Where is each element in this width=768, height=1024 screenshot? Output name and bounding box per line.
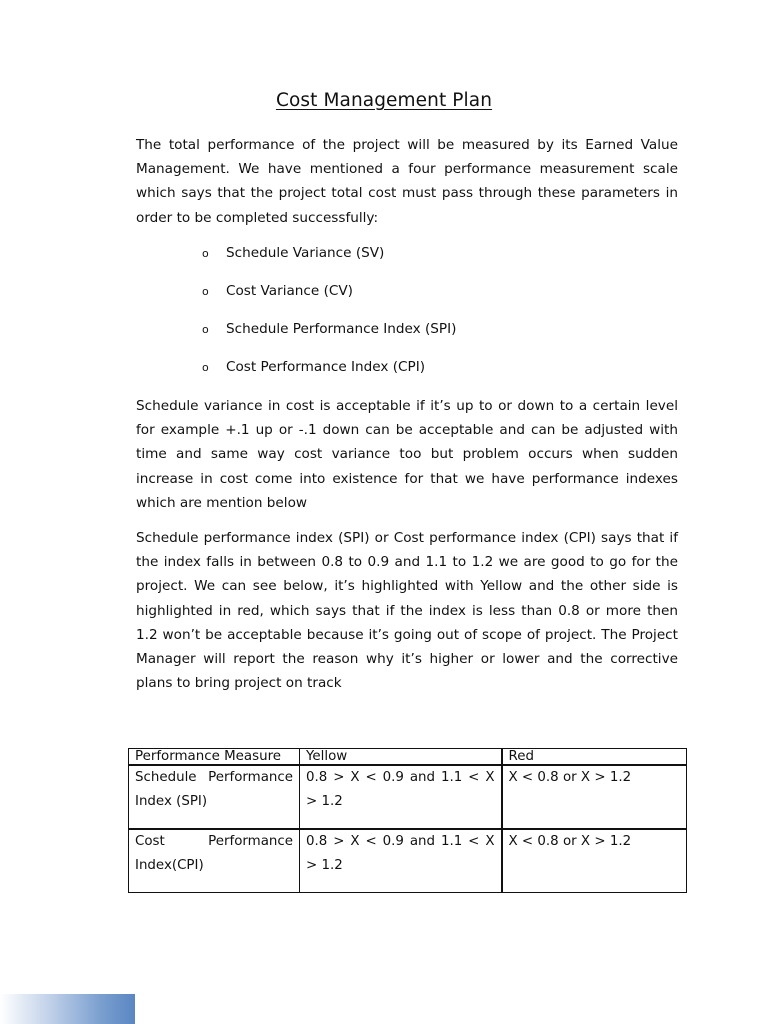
table-cell-measure: Cost Performance Index(CPI) xyxy=(129,829,300,893)
page-title: Cost Management Plan xyxy=(275,90,493,111)
table-cell-yellow: 0.8 > X < 0.9 and 1.1 < X > 1.2 xyxy=(300,829,502,893)
bullet-marker-icon: o xyxy=(202,361,209,374)
table-header-cell: Performance Measure xyxy=(129,749,300,766)
list-item xyxy=(0,317,768,355)
table-cell-red: X < 0.8 or X > 1.2 xyxy=(502,829,687,893)
table-row xyxy=(129,765,687,829)
bullet-text: Schedule Variance (SV) xyxy=(226,245,385,261)
list-item xyxy=(0,279,768,317)
table-row xyxy=(129,829,687,893)
performance-index-paragraph: Schedule performance index (SPI) or Cost performance index (CPI) says that if the index falls in between 0.8 to 0.9 and 1.1 to 1.2 we are good to go for the project. We can see below, it’s highlighted with Yellow and the other side is highlighted in red, which says that if the index is less than 0.8 or more then 1.2 won’t be acceptable because it’s going out of scope of project. The Project Manager will report the reason why it’s higher or lower and the corrective plans to bring project on track xyxy=(136,530,678,692)
bullet-marker-icon: o xyxy=(202,247,209,260)
bullet-text: Cost Performance Index (CPI) xyxy=(226,359,426,375)
table-header-cell: Yellow xyxy=(300,749,502,766)
footer-decoration-bar xyxy=(0,994,135,1024)
schedule-variance-paragraph: Schedule variance in cost is acceptable if it’s up to or down to a certain level for example +.1 up or -.1 down can be acceptable and can be adjusted with time and same way cost variance too but problem occurs when sudden increase in cost come into existence for that we have performance indexes which are mention below xyxy=(136,398,678,511)
bullet-text: Cost Variance (CV) xyxy=(226,283,353,299)
table-cell-yellow: 0.8 > X < 0.9 and 1.1 < X > 1.2 xyxy=(300,765,502,829)
list-item xyxy=(0,241,768,279)
performance-table xyxy=(128,748,687,893)
intro-paragraph: The total performance of the project will be measured by its Earned Value Management. We have mentioned a four performance measurement scale which says that the project total cost must pass through these parameters in order to be completed successfully: xyxy=(136,137,678,226)
bullet-text: Schedule Performance Index (SPI) xyxy=(226,321,457,337)
table-cell-measure: Schedule Performance Index (SPI) xyxy=(129,765,300,829)
table-cell-red: X < 0.8 or X > 1.2 xyxy=(502,765,687,829)
list-item xyxy=(0,355,768,393)
table-header-cell: Red xyxy=(502,749,687,766)
metric-bullet-list xyxy=(0,241,768,393)
bullet-marker-icon: o xyxy=(202,323,209,336)
table-header-row xyxy=(129,749,687,766)
bullet-marker-icon: o xyxy=(202,285,209,298)
